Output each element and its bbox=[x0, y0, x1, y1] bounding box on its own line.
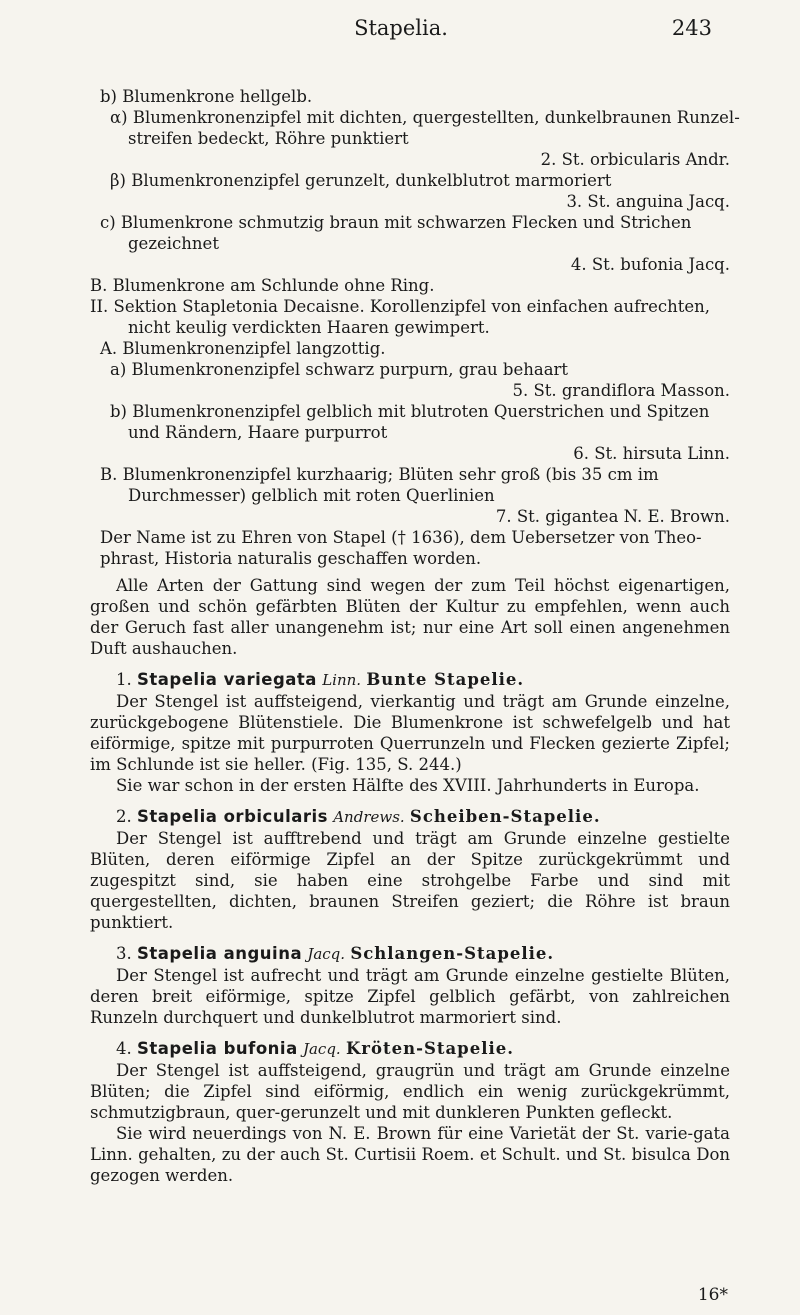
key-line: gezeichnet bbox=[128, 234, 219, 253]
running-header bbox=[90, 14, 712, 44]
key-line: und Rändern, Haare purpurrot bbox=[128, 423, 388, 442]
key-line: 6. St. hirsuta Linn. bbox=[573, 444, 730, 463]
species-latin-name: Stapelia anguina bbox=[137, 944, 303, 963]
key-line: α) Blumenkronenzipfel mit dichten, quergestellten, dunkelbraunen Runzel- bbox=[110, 108, 740, 127]
species-latin-name: Stapelia variegata bbox=[137, 670, 317, 689]
page-title: Stapelia. bbox=[354, 16, 448, 40]
page-number: 243 bbox=[671, 16, 712, 40]
key-line: B. Blumenkrone am Schlunde ohne Ring. bbox=[90, 276, 435, 295]
species-description: Der Stengel ist auffsteigend, graugrün und trägt am Grunde einzelne Blüten; die Zipfel sind eiförmig, endlich ein wenig zurückgekrümmt, schmutzigbraun, quer-gerunzelt und mit dunkleren Punkten gefleckt. bbox=[90, 1061, 730, 1122]
key-line: 5. St. grandiflora Masson. bbox=[512, 381, 730, 400]
key-line: b) Blumenkrone hellgelb. bbox=[100, 87, 313, 106]
key-line: II. Sektion Stapletonia Decaisne. Korollenzipfel von einfachen aufrechten, bbox=[90, 297, 711, 316]
key-line: nicht keulig verdickten Haaren gewimpert. bbox=[128, 318, 490, 337]
key-line: streifen bedeckt, Röhre punktiert bbox=[128, 129, 409, 148]
species-heading bbox=[90, 1038, 730, 1060]
species-author: Linn. bbox=[322, 671, 362, 689]
species-german-name: Schlangen-Stapelie. bbox=[350, 944, 555, 963]
species-note: Sie wird neuerdings von N. E. Brown für eine Varietät der St. varie-gata Linn. gehalten, zu der auch St. Curtisii Roem. et Schult. und St. bisulca Don gezogen werden. bbox=[90, 1124, 730, 1185]
species-latin-name: Stapelia bufonia bbox=[137, 1039, 298, 1058]
species-note: Sie war schon in der ersten Hälfte des XVIII. Jahrhunderts in Europa. bbox=[116, 776, 700, 795]
species-number: 4. bbox=[116, 1039, 132, 1058]
species-number: 3. bbox=[116, 944, 132, 963]
species-german-name: Scheiben-Stapelie. bbox=[409, 807, 601, 826]
key-line: Durchmesser) gelblich mit roten Querlinien bbox=[128, 486, 495, 505]
key-line: 4. St. bufonia Jacq. bbox=[570, 255, 730, 274]
identification-key bbox=[90, 86, 740, 569]
key-line: a) Blumenkronenzipfel schwarz purpurn, grau behaart bbox=[110, 360, 569, 379]
key-line: b) Blumenkronenzipfel gelblich mit blutroten Querstrichen und Spitzen bbox=[110, 402, 710, 421]
key-line: Der Name ist zu Ehren von Stapel († 1636), dem Uebersetzer von Theo- bbox=[100, 528, 702, 547]
species-latin-name: Stapelia orbicularis bbox=[137, 807, 328, 826]
species-list bbox=[90, 669, 730, 1186]
page-body bbox=[90, 86, 740, 1186]
species-number: 2. bbox=[116, 807, 132, 826]
species-description: Der Stengel ist aufftrebend und trägt am Grunde einzelne gestielte Blüten, deren eiförmige Zipfel an der Spitze zurückgekrümmt und zugespitzt sind, sie haben eine strohgelbe Farbe und sind mit quergestellten, dichten, braunen Streifen geziert; die Röhre ist braun punktiert. bbox=[90, 829, 730, 932]
species-author: Jacq. bbox=[302, 1040, 341, 1058]
species-german-name: Kröten-Stapelie. bbox=[345, 1039, 514, 1058]
species-description: Der Stengel ist auffsteigend, vierkantig und trägt am Grunde einzelne, zurückgebogene Blütenstiele. Die Blumenkrone ist schwefelgelb und hat eiförmige, spitze mit purpurroten Querrunzeln und Flecken gezierte Zipfel; im Schlunde ist sie heller. (Fig. 135, S. 244.) bbox=[90, 692, 730, 774]
key-line: 2. St. orbicularis Andr. bbox=[540, 150, 730, 169]
key-line: 7. St. gigantea N. E. Brown. bbox=[495, 507, 730, 526]
species-number: 1. bbox=[116, 670, 132, 689]
intro-paragraph: Alle Arten der Gattung sind wegen der zum Teil höchst eigenartigen, großen und schön gefärbten Blüten der Kultur zu empfehlen, wenn auch der Geruch fast aller unangenehm ist; nur eine Art soll einen angenehmen Duft aushauchen. bbox=[90, 576, 730, 658]
species-description: Der Stengel ist aufrecht und trägt am Grunde einzelne gestielte Blüten, deren breit eiförmige, spitze Zipfel gelblich gefärbt, von zahlreichen Runzeln durchquert und dunkelblutrot marmoriert sind. bbox=[90, 966, 730, 1027]
species-heading bbox=[90, 669, 730, 691]
signature-mark: 16* bbox=[697, 1285, 728, 1305]
species-german-name: Bunte Stapelie. bbox=[366, 670, 525, 689]
key-line: c) Blumenkrone schmutzig braun mit schwarzen Flecken und Strichen bbox=[100, 213, 692, 232]
key-line: A. Blumenkronenzipfel langzottig. bbox=[100, 339, 386, 358]
key-line: B. Blumenkronenzipfel kurzhaarig; Blüten sehr groß (bis 35 cm im bbox=[100, 465, 659, 484]
key-line: 3. St. anguina Jacq. bbox=[566, 192, 730, 211]
species-author: Jacq. bbox=[307, 945, 346, 963]
species-heading bbox=[90, 943, 730, 965]
key-line: phrast, Historia naturalis geschaffen worden. bbox=[100, 549, 482, 568]
species-author: Andrews. bbox=[333, 808, 405, 826]
species-heading bbox=[90, 806, 730, 828]
key-line: β) Blumenkronenzipfel gerunzelt, dunkelblutrot marmoriert bbox=[110, 171, 612, 190]
